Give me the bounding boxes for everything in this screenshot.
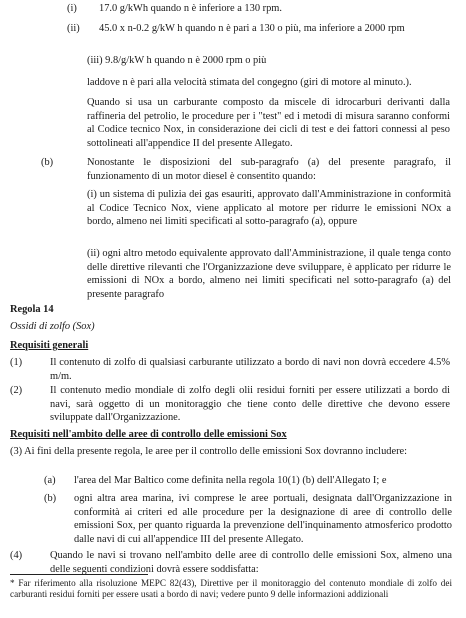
laddove-text: laddove n è pari alla velocità stimata del congegno (giri di motore al minuto.). <box>87 77 412 88</box>
para-4-text: Quando le navi si trovano nell'ambito delle aree di controllo delle emissioni Sox, almeno una delle seguenti condizioni dovrà essere soddisfatta: <box>50 550 452 575</box>
para-b-item-i: (i) un sistema di pulizia dei gas esauriti, approvato dall'Amministrazione in conformità al Codice Tecnico Nox, viene applicato al motore per ridurre le emissioni NOx a bordo, almeno nei limiti specificati al sotto-paragrafo (a), oppure <box>87 189 451 228</box>
footnote: * Far riferimento alla risoluzione MEPC 82(43), Direttive per il monitoraggio del contenuto mondiale di zolfo dei carburanti residui forniti per essere usati a bordo di navi; vedere punto 9 delle informazioni addizionali <box>10 578 452 600</box>
item-b2-text: ogni altra area marina, ivi comprese le aree portuali, designata dall'Organizzazione in conformità ai criteri ed alle procedure per la designazione di aree di controllo delle emissioni Sox, per quanto riguarda la prevenzione dell'inquinamento atmosferico prodotto dalle navi di cui all'appendice III del presente Allegato. <box>74 493 452 545</box>
para-1-label: (1) <box>10 357 23 368</box>
para-2-label: (2) <box>10 385 23 396</box>
item-i-text: 17.0 g/kWh quando n è inferiore a 130 rpm. <box>99 3 282 14</box>
para-b-label: (b) <box>41 157 54 168</box>
item-iii-text: (iii) 9.8/g/kW h quando n è 2000 rpm o più <box>87 55 267 66</box>
requisiti-generali-heading: Requisiti generali <box>10 340 89 351</box>
para-3-text: (3) Ai fini della presente regola, le aree per il controllo delle emissioni Sox dovranno includere: <box>10 446 408 457</box>
item-b2-label: (b) <box>44 493 57 504</box>
item-ii-label: (ii) <box>67 23 80 34</box>
fuel-test-paragraph: Quando si usa un carburante composto da miscele di idrocarburi derivanti dalla raffineria del petrolio, le procedure per i "test" ed i metodi di misura saranno conformi al Codice tecnico Nox, in considerazione dei cicli di test e dei fattori connessi al peso sottolineati all'appendice II del presente Allegato. <box>87 97 450 149</box>
item-i-label: (i) <box>67 3 77 14</box>
para-1-text: Il contenuto di zolfo di qualsiasi carburante utilizzato a bordo di navi non dovrà eccedere 4.5% m/m. <box>50 357 450 382</box>
regola-title: Regola 14 <box>10 304 54 315</box>
para-b-text: Nonostante le disposizioni del sub-paragrafo (a) del presente paragrafo, il funzionamento di un motor diesel è consentito quando: <box>87 157 451 182</box>
item-a-label: (a) <box>44 475 56 486</box>
footnote-divider <box>10 574 148 575</box>
item-a-text: l'area del Mar Baltico come definita nella regola 10(1) (b) dell'Allegato I; e <box>74 475 387 486</box>
requisiti-aree-heading: Requisiti nell'ambito delle aree di controllo delle emissioni Sox <box>10 429 287 440</box>
regola-subtitle: Ossidi di zolfo (Sox) <box>10 321 95 332</box>
para-b-item-ii: (ii) ogni altro metodo equivalente approvato dall'Amministrazione, il quale tenga conto delle direttive rilevanti che l'Organizzazione deve sviluppare, è applicato per ridurre le emissioni di NOx a bordo, almeno nei limiti specificati nel sotto-paragrafo (a) del presente paragrafo <box>87 248 451 300</box>
para-2-text: Il contenuto medio mondiale di zolfo degli olii residui forniti per essere utilizzati a bordo di navi, sarà oggetto di un monitoraggio che tiene conto delle direttive che devono essere sviluppate dall'Organizzazione. <box>50 385 450 424</box>
item-ii-text: 45.0 x n-0.2 g/kW h quando n è pari a 130 o più, ma inferiore a 2000 rpm <box>99 23 405 34</box>
para-4-label: (4) <box>10 550 23 561</box>
